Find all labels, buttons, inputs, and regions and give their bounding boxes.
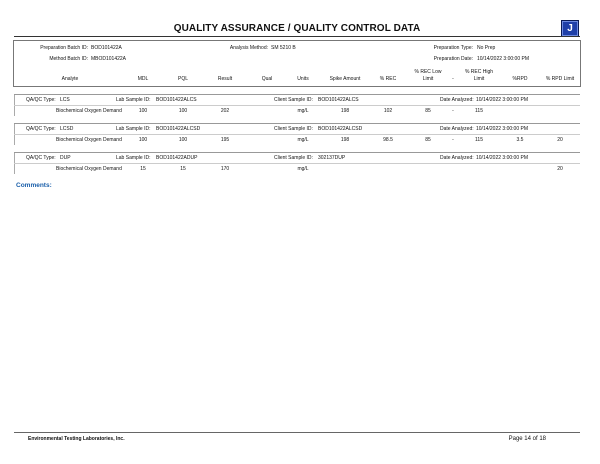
analysis-method-value: SM 5210 B	[271, 45, 296, 51]
qc-type-label: QA/QC Type:	[26, 155, 56, 161]
prep-type-label: Preparation Type:	[433, 45, 473, 51]
table-row-rec: 102	[383, 108, 393, 114]
table-row-analyte: Biochemical Oxygen Demand	[56, 108, 122, 114]
report-title: QUALITY ASSURANCE / QUALITY CONTROL DATA	[173, 23, 421, 34]
table-row-rpd-limit: 20	[557, 137, 563, 143]
date-analyzed-value: 10/14/2022 3:00:00 PM	[476, 126, 528, 132]
col-analyte: Analyte	[61, 76, 79, 82]
table-row-rec: 98.5	[383, 137, 393, 143]
lab-sample-label: Lab Sample ID:	[116, 155, 151, 161]
table-row-pql: 100	[178, 108, 188, 114]
table-row-dash: -	[452, 137, 454, 143]
col-spike-amount: Spike Amount	[329, 76, 361, 82]
lab-sample-label: Lab Sample ID:	[116, 126, 151, 132]
prep-date-label: Preparation Date:	[433, 56, 473, 62]
date-analyzed-label: Date Analyzed:	[440, 126, 474, 132]
group-top-rule	[14, 94, 580, 95]
prep-date-value: 10/14/2022 3:00:00 PM	[477, 56, 529, 62]
col-rec-high-1: % REC High	[464, 69, 494, 75]
table-row-analyte: Biochemical Oxygen Demand	[56, 166, 122, 172]
col-rec-low-1: % REC Low	[414, 69, 442, 75]
table-row-mdl: 100	[138, 108, 148, 114]
qc-type-value: LCSD	[60, 126, 74, 132]
date-analyzed-label: Date Analyzed:	[440, 97, 474, 103]
qc-type-value: DUP	[60, 155, 71, 161]
method-batch-label: Method Batch ID:	[49, 56, 88, 62]
col-rec-low-2: Limit	[422, 76, 434, 82]
prep-batch-value: BOD101422A	[91, 45, 122, 51]
title-divider	[14, 36, 580, 37]
client-sample-value: BOD101422ALCS	[318, 97, 359, 103]
col-qual: Qual	[261, 76, 273, 82]
prep-type-value: No Prep	[477, 45, 496, 51]
table-row-pql: 15	[180, 166, 186, 172]
prep-batch-label: Preparation Batch ID:	[40, 45, 88, 51]
table-row-rec-high: 115	[475, 137, 483, 143]
table-row-units: mg/L	[297, 137, 309, 143]
date-analyzed-value: 10/14/2022 3:00:00 PM	[476, 97, 528, 103]
table-row-rec-low: 85	[425, 108, 431, 114]
qc-type-label: QA/QC Type:	[26, 97, 56, 103]
col-rec-high-2: Limit	[473, 76, 485, 82]
table-row-mdl: 15	[140, 166, 146, 172]
table-row-rpd-limit: 20	[557, 166, 563, 172]
footer-page-number: Page 14 of 18	[508, 436, 546, 442]
table-row-spike: 198	[340, 137, 350, 143]
date-analyzed-label: Date Analyzed:	[440, 155, 474, 161]
col-rpd-limit: % RPD Limit	[545, 76, 575, 82]
qc-type-value: LCS	[60, 97, 70, 103]
table-row-pql: 100	[178, 137, 188, 143]
group-row-rule	[14, 163, 580, 164]
table-row-result: 170	[220, 166, 230, 172]
group-top-rule	[14, 152, 580, 153]
footer-divider	[14, 432, 580, 433]
table-row-dash: -	[452, 108, 454, 114]
col-rpd: %RPD	[512, 76, 528, 82]
lab-sample-label: Lab Sample ID:	[116, 97, 151, 103]
table-row-rpd: 3.5	[516, 137, 524, 143]
lab-sample-value: BOD101422ALCS	[156, 97, 197, 103]
lab-sample-value: BOD101422ADUP	[156, 155, 198, 161]
table-row-spike: 198	[340, 108, 350, 114]
lab-sample-value: BOD101422ALCSD	[156, 126, 201, 132]
table-row-rec-low: 85	[425, 137, 431, 143]
col-dash: -	[452, 76, 454, 82]
table-row-result: 195	[220, 137, 230, 143]
table-row-units: mg/L	[297, 108, 309, 114]
comments-heading: Comments:	[16, 182, 52, 189]
col-units: Units	[297, 76, 309, 82]
group-top-rule	[14, 123, 580, 124]
col-mdl: MDL	[137, 76, 149, 82]
table-row-result: 202	[220, 108, 230, 114]
client-sample-label: Client Sample ID:	[274, 155, 313, 161]
client-sample-value: 302137DUP	[318, 155, 346, 161]
qc-type-label: QA/QC Type:	[26, 126, 56, 132]
group-row-rule	[14, 105, 580, 106]
table-row-mdl: 100	[138, 137, 148, 143]
table-row-analyte: Biochemical Oxygen Demand	[56, 137, 122, 143]
group-row-rule	[14, 134, 580, 135]
table-row-units: mg/L	[297, 166, 309, 172]
method-batch-value: MBOD101422A	[91, 56, 127, 62]
col-rec: % REC	[379, 76, 397, 82]
analysis-method-label: Analysis Method:	[229, 45, 268, 51]
company-logo-icon: J	[561, 20, 579, 37]
footer-company: Environmental Testing Laboratories, Inc.	[28, 436, 125, 442]
table-row-rec-high: 115	[475, 108, 483, 114]
client-sample-value: BOD101422ALCSD	[318, 126, 363, 132]
date-analyzed-value: 10/14/2022 3:00:00 PM	[476, 155, 528, 161]
client-sample-label: Client Sample ID:	[274, 126, 313, 132]
client-sample-label: Client Sample ID:	[274, 97, 313, 103]
col-result: Result	[217, 76, 233, 82]
col-pql: PQL	[177, 76, 188, 82]
